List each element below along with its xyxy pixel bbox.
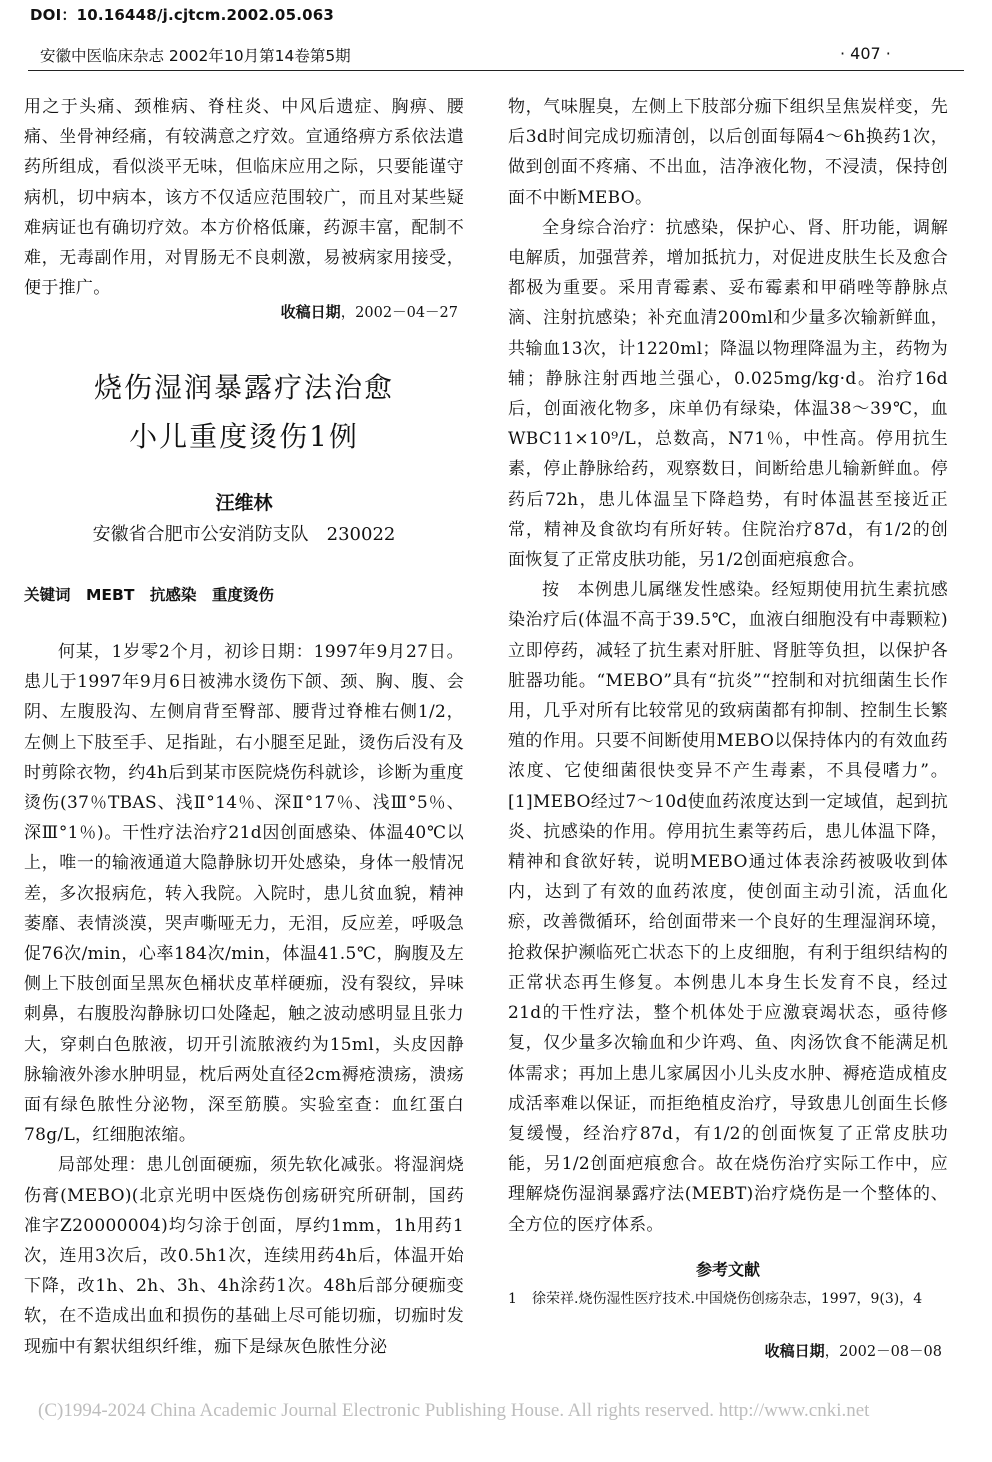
reference-item <box>508 1287 948 1311</box>
received-date-article <box>508 1340 942 1361</box>
reference-text: 徐荣祥.烧伤湿性医疗技术.中国烧伤创疡杂志，1997，9(3)，4 <box>532 1291 923 1307</box>
article-title-line-2: 小儿重度烫伤1例 <box>129 420 359 453</box>
continued-paragraph: 物，气味腥臭，左侧上下肢部分痂下组织呈焦炭样变，先后3d时间完成切痂清创，以后创面每隔4～6h换药1次，做到创面不疼痛、不出血，洁净液化物，不浸渍，保持创面不中断MEBO。 <box>508 97 948 208</box>
previous-article-paragraph: 用之于头痛、颈椎病、脊柱炎、中风后遗症、胸痹、腰痛、坐骨神经痛，有较满意之疗效。宣通络痹方系依法遣药所组成，看似淡平无味，但临床应用之际，只要能谨守病机，切中病本，该方不仅适应范围较广，而且对某些疑难病证也有确切疗效。本方价格低廉，药源丰富，配制不难，无毒副作用，对胃肠无不良刺激，易被病家用接受，便于推广。 <box>24 97 464 299</box>
reference-number: 1 <box>508 1291 517 1307</box>
received-date-previous <box>24 301 458 322</box>
discussion-paragraph: 按 本例患儿属继发性感染。经短期使用抗生素抗感染治疗后(体温不高于39.5℃，血液白细胞没有中毒颗粒)立即停药，减轻了抗生素对肝脏、肾脏等负担，以保护各脏器功能。“MEBO”具有“抗炎”“控制和对抗细菌生长作用，几乎对所有比较常见的致病菌都有抑制、控制生长繁殖的作用。只要不间断使用MEBO以保持体内的有效血药浓度、它使细菌很快变异不产生毒素，不具侵嗜力”。[1]MEBO经过7～10d使血药浓度达到一定域值，起到抗炎、抗感染的作用。停用抗生素等药后，患儿体温下降，精神和食欲好转，说明MEBO通过体表涂药被吸收到体内，达到了有效的血药浓度，使创面主动引流，活血化瘀，改善微循环，给创面带来一个良好的生理湿润环境，抢救保护濒临死亡状态下的上皮细胞，有利于组织结构的正常状态再生修复。本例患儿本身生长发育不良，经过21d的干性疗法，整个机体处于应激衰竭状态，亟待修复，仅少量多次输血和少许鸡、鱼、肉汤饮食不能满足机体需求；再加上患儿家属因小儿头皮水肿、褥疮造成植皮成活率难以保证，而拒绝植皮治疗，导致患儿创面生长修复缓慢，经治疗87d，有1/2的创面恢复了正常皮肤功能，另1/2创面疤痕愈合。故在烧伤治疗实际工作中，应理解烧伤湿润暴露疗法(MEBT)治疗烧伤是一个整体的、全方位的医疗体系。 <box>508 580 948 1235</box>
keywords-line: 关键词 MEBT 抗感染 重度烫伤 <box>24 586 274 604</box>
received-label: 收稿日期 <box>764 1342 825 1360</box>
case-history-paragraph: 何某，1岁零2个月，初诊日期：1997年9月27日。患儿于1997年9月6日被沸水烫伤下颌、颈、胸、腹、会阴、左腹股沟、左侧肩背至臀部、腰背过脊椎右侧1/2，左侧上下肢至手、足指趾，右小腿至足趾，烫伤后没有及时剪除衣物，约4h后到某市医院烧伤科就诊，诊断为重度烫伤(37％TBAS、浅Ⅱ°14％、深Ⅱ°17％、浅Ⅲ°5％、深Ⅲ°1％)。干性疗法治疗21d因创面感染、体温40℃以上，唯一的输液通道大隐静脉切开处感染，身体一般情况差，多次报病危，转入我院。入院时，患儿贫血貌，精神萎靡、表情淡漠，哭声嘶哑无力，无泪，反应差，呼吸急促76次/min，心率184次/min，体温41.5℃，胸腹及左侧上下肢创面呈黑灰色桶状皮革样硬痂，没有裂纹，异味刺鼻，右腹股沟静脉切口处隆起，触之波动感明显且张力大，穿刺白色脓液，切开引流脓液约为15ml，头皮因静脉输液外渗水肿明显，枕后两处直径2cm褥疮溃疡，溃疡面有绿色脓性分泌物，深至筋膜。实验室查：血红蛋白78g/L，红细胞浓缩。 <box>24 642 464 1146</box>
article-author: 汪维林 <box>215 492 273 514</box>
header-rule <box>28 70 964 71</box>
received-date-value: ，2002－04－27 <box>340 305 458 321</box>
article-title-line-1: 烧伤湿润暴露疗法治愈 <box>93 371 394 404</box>
received-label: 收稿日期 <box>280 303 341 321</box>
received-date-value: ，2002－08－08 <box>824 1344 942 1360</box>
previous-article-tail <box>24 92 464 303</box>
running-head: 安徽中医临床杂志 2002年10月第14卷第5期 <box>40 47 351 65</box>
author-affiliation: 安徽省合肥市公安消防支队 230022 <box>92 524 396 545</box>
left-column-body <box>24 637 464 1362</box>
systemic-treatment-paragraph: 全身综合治疗：抗感染，保护心、肾、肝功能，调解电解质，加强营养，增加抵抗力，对促进皮肤生长及愈合都极为重要。采用青霉素、妥布霉素和甲硝唑等静脉点滴、注射抗感染；补充血清200ml和少量多次输新鲜血，共输血13次，计1220ml；降温以物理降温为主，药物为辅；静脉注射西地兰强心，0.025mg/kg·d。治疗16d后，创面液化物多，床单仍有绿染，体温38～39℃，血WBC11×10⁹/L，总数高，N71％，中性高。停用抗生素，停止静脉给药，观察数日，间断给患儿输新鲜血。停药后72h，患儿体温呈下降趋势，有时体温甚至接近正常，精神及食欲均有所好转。住院治疗87d，有1/2的创面恢复了正常皮肤功能，另1/2创面疤痕愈合。 <box>508 217 948 571</box>
page-number: · 407 · <box>840 44 891 63</box>
doi-line: DOI：10.16448/j.cjtcm.2002.05.063 <box>30 6 335 24</box>
right-column-body <box>508 92 948 1240</box>
local-treatment-paragraph: 局部处理：患儿创面硬痂，须先软化减张。将湿润烧伤膏(MEBO)(北京光明中医烧伤创疡研究所研制，国药准字Z20000004)均匀涂于创面，厚约1mm，1h用药1次，连用3次后，改0.5h1次，连续用药4h后，体温开始下降，改1h、2h、3h、4h涂药1次。48h后部分硬痂变软，在不造成出血和损伤的基础上尽可能切痂，切痂时发现痂中有絮状组织纤维，痂下是绿灰色脓性分泌 <box>24 1155 464 1357</box>
references-heading: 参考文献 <box>695 1260 760 1279</box>
copyright-watermark: (C)1994-2024 China Academic Journal Electronic Publishing House. All rights reserved. http://www.cnki.net <box>38 1400 870 1421</box>
